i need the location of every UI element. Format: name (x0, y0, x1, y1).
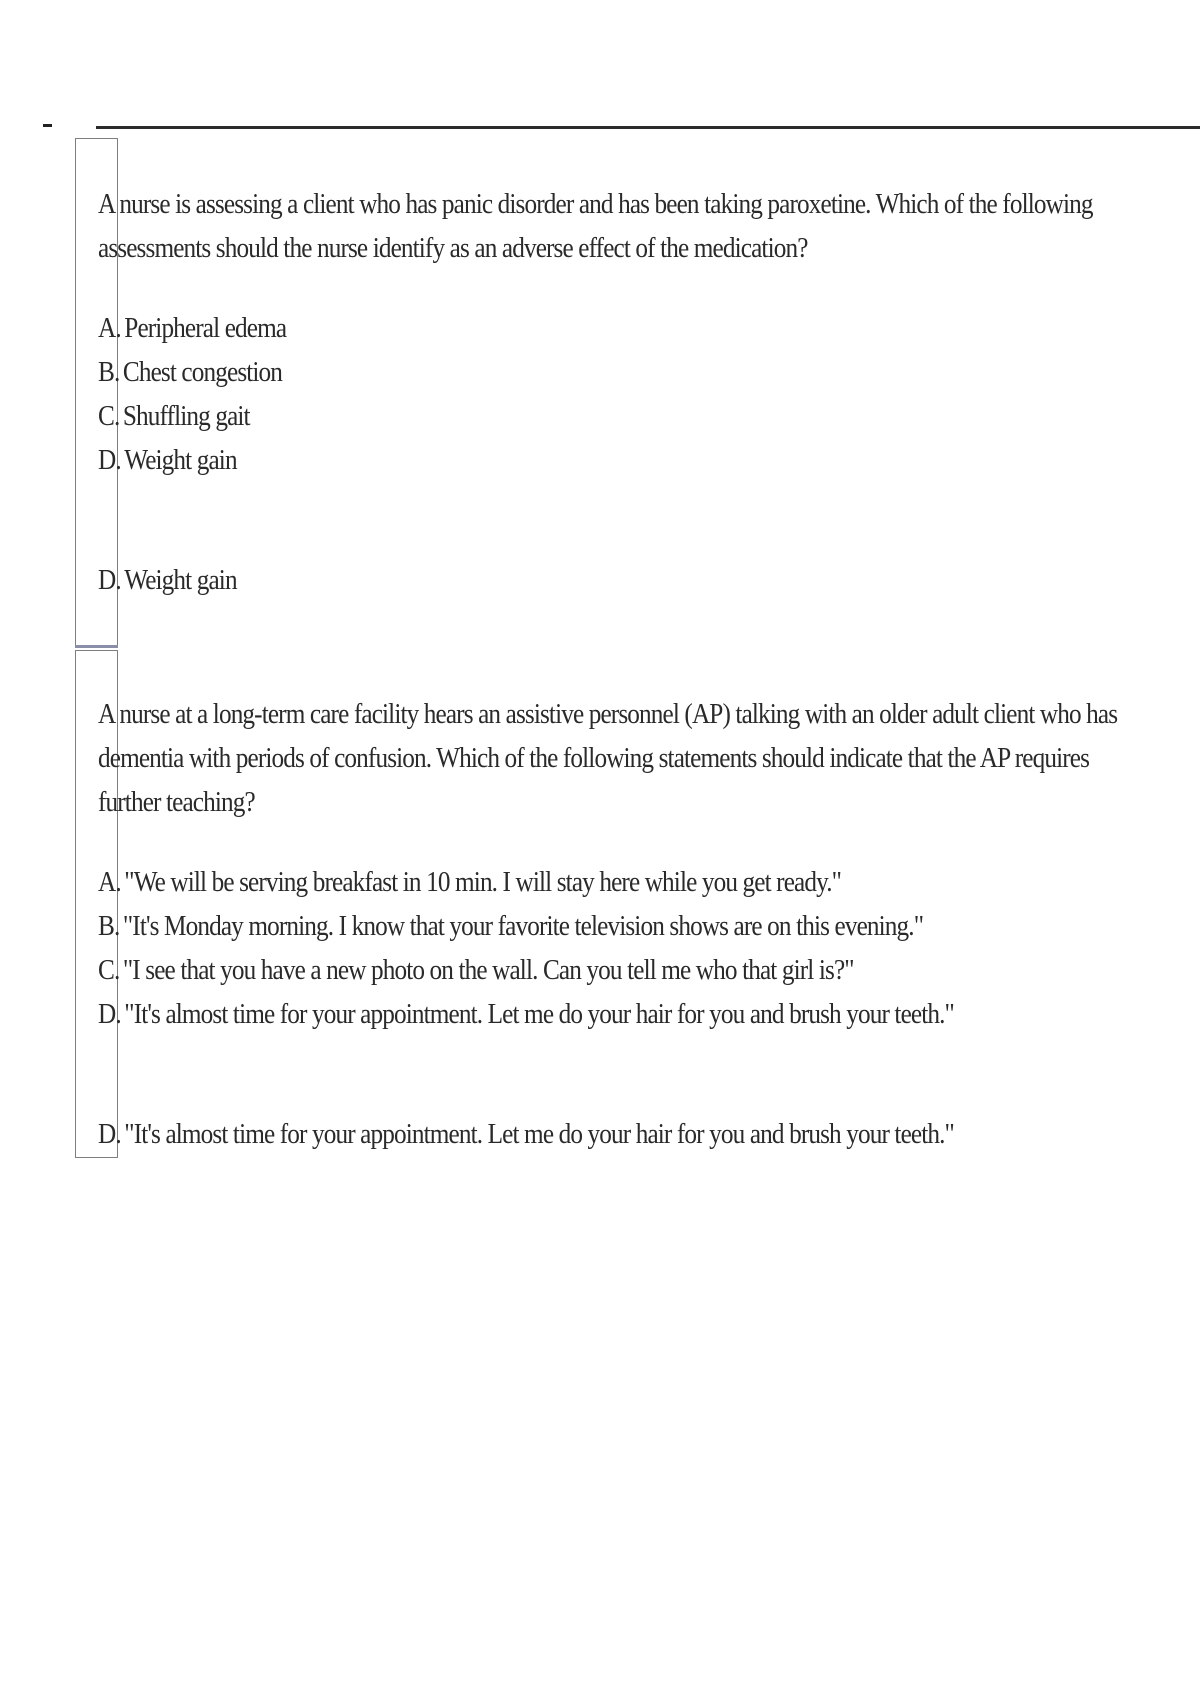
option-text: Shuffling gait (122, 400, 250, 432)
question-2 (98, 692, 1128, 1156)
option-letter: C. (98, 954, 120, 986)
option-letter: B. (98, 910, 120, 942)
option-text: "It's almost time for your appointment. Let me do your hair for you and brush your teeth." (124, 998, 954, 1030)
option-d (98, 438, 994, 482)
option-letter: C. (98, 400, 120, 432)
answer-options (98, 306, 1128, 482)
option-letter: B. (98, 356, 120, 388)
option-a (98, 860, 994, 904)
option-text: "We will be serving breakfast in 10 min. I will stay here while you get ready." (124, 866, 842, 898)
option-letter: A. (98, 312, 121, 344)
question-stem: A nurse at a long-term care facility hears an assistive personnel (AP) talking with an older adult client who has dementia with periods of confusion. Which of the following statements should indicate that the AP requires further teaching? (98, 698, 1118, 818)
option-text: Chest congestion (122, 356, 283, 388)
question-frame-separator (75, 645, 118, 648)
answer-letter: D. (98, 1118, 121, 1150)
question-stem: A nurse is assessing a client who has panic disorder and has been taking paroxetine. Which of the following assessments should the nurse identify as an adverse effect of the medication? (98, 188, 1093, 264)
option-letter: D. (98, 444, 121, 476)
option-text: "It's Monday morning. I know that your favorite television shows are on this evening." (122, 910, 924, 942)
answer-text: "It's almost time for your appointment. Let me do your hair for you and brush your teeth." (124, 1118, 954, 1150)
answer-options (98, 860, 1128, 1036)
option-b (98, 350, 994, 394)
answer-letter: D. (98, 564, 121, 596)
corner-dash (43, 124, 52, 127)
option-letter: A. (98, 866, 121, 898)
option-text: "I see that you have a new photo on the wall. Can you tell me who that girl is?" (122, 954, 854, 986)
option-text: Weight gain (124, 444, 237, 476)
option-letter: D. (98, 998, 121, 1030)
answer-text: Weight gain (124, 564, 237, 596)
option-c (98, 948, 994, 992)
option-b (98, 904, 994, 948)
question-1 (98, 182, 1128, 602)
option-a (98, 306, 994, 350)
option-text: Peripheral edema (124, 312, 287, 344)
top-rule-divider (96, 126, 1200, 129)
correct-answer (98, 1112, 994, 1156)
option-c (98, 394, 994, 438)
correct-answer (98, 558, 994, 602)
option-d (98, 992, 994, 1036)
